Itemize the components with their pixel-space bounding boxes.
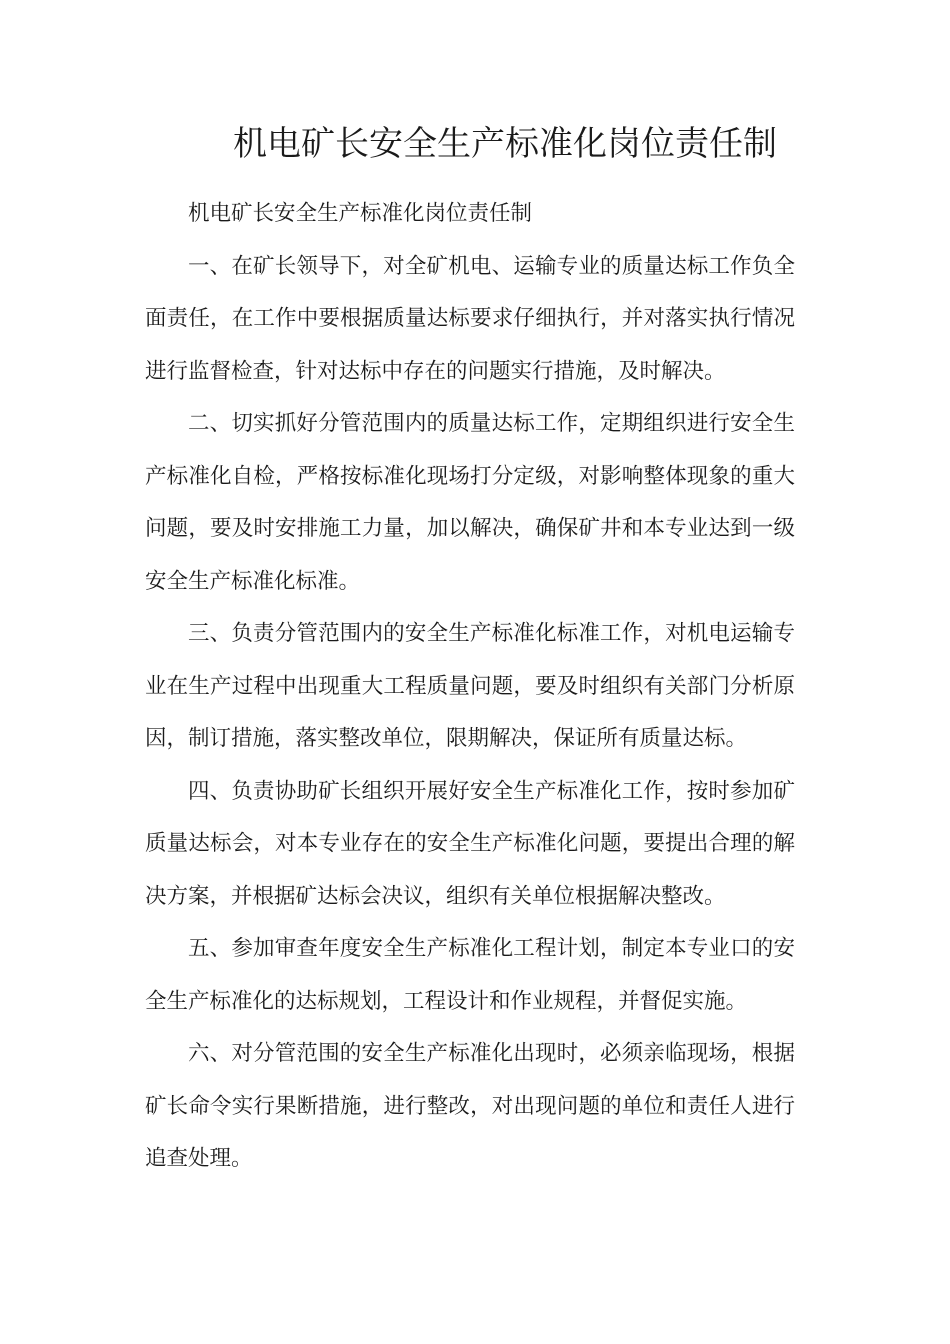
paragraph-1: 一、在矿长领导下，对全矿机电、运输专业的质量达标工作负全面责任，在工作中要根据质量达标要求仔细执行，并对落实执行情况进行监督检查，针对达标中存在的问题实行措施，及时解决。	[145, 253, 795, 384]
document-title: 机电矿长安全生产标准化岗位责任制	[233, 124, 777, 164]
paragraph-6: 六、对分管范围的安全生产标准化出现时，必须亲临现场，根据矿长命令实行果断措施，进行整改，对出现问题的单位和责任人进行追查处理。	[145, 1041, 795, 1171]
paragraph-3: 三、负责分管范围内的安全生产标准化标准工作，对机电运输专业在生产过程中出现重大工程质量问题，要及时组织有关部门分析原因，制订措施，落实整改单位，限期解决，保证所有质量达标。	[145, 621, 795, 751]
paragraph-4: 四、负责协助矿长组织开展好安全生产标准化工作，按时参加矿质量达标会，对本专业存在的安全生产标准化问题，要提出合理的解决方案，并根据矿达标会决议，组织有关单位根据解决整改。	[145, 778, 795, 909]
document-body	[145, 188, 795, 1186]
paragraph-2: 二、切实抓好分管范围内的质量达标工作，定期组织进行安全生产标准化自检，严格按标准化现场打分定级，对影响整体现象的重大问题，要及时安排施工力量，加以解决，确保矿井和本专业达到一级安全生产标准化标准。	[145, 411, 795, 594]
document-subtitle: 机电矿长安全生产标准化岗位责任制	[188, 201, 533, 226]
paragraph-5: 五、参加审查年度安全生产标准化工程计划，制定本专业口的安全生产标准化的达标规划，工程设计和作业规程，并督促实施。	[145, 936, 795, 1014]
